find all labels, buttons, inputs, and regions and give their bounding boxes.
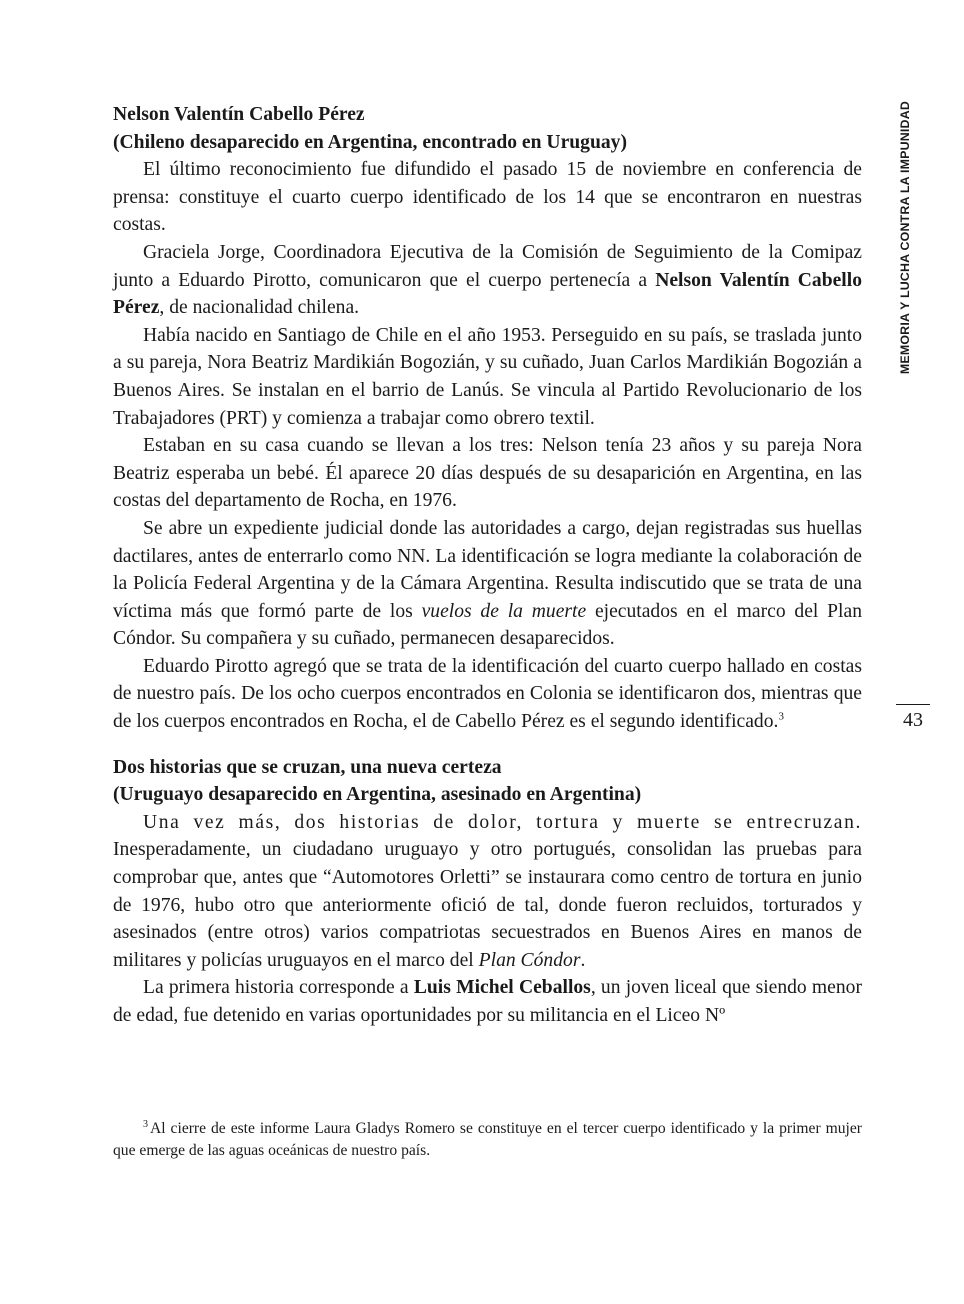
paragraph-text: Eduardo Pirotto agregó que se trata de la identificación del cuarto cuerpo hallado en costas de nuestro país. De los ocho cuerpos encontrados en Colonia se identificaron dos, mientras que de los cuerpos encontrados en Rocha, el de Cabello Pérez es el segundo identificado. bbox=[113, 655, 862, 733]
paragraph: Estaban en su casa cuando se llevan a los tres: Nelson tenía 23 años y su pareja Nora Beatriz esperaba un bebé. Él aparece 20 días después de su desaparición en Argentina, en las costas del departamento de Rocha, en 1976. bbox=[113, 435, 862, 512]
paragraph bbox=[113, 239, 862, 322]
section-spacer bbox=[113, 736, 862, 754]
section-heading-subtitle: (Chileno desaparecido en Argentina, encontrado en Uruguay) bbox=[113, 131, 627, 153]
footnote-mark: 3 bbox=[143, 1118, 148, 1130]
paragraph-text: Se abre un expediente judicial donde las autoridades a cargo, dejan registradas sus huellas dactilares, antes de enterrarlo como NN. La identificación se logra mediante la colaboración de la Policía Federal Argentina y de la Cámara Argentina. Resulta indiscutido que se trata de una víctima más que formó parte de los bbox=[113, 517, 862, 622]
paragraph-text: , de nacionalidad chilena. bbox=[159, 297, 360, 319]
section-heading-name: Nelson Valentín Cabello Pérez bbox=[113, 104, 365, 125]
italic-phrase: vuelos de la muerte bbox=[421, 600, 587, 622]
paragraph bbox=[113, 653, 862, 736]
paragraph bbox=[113, 809, 862, 975]
running-header bbox=[893, 101, 917, 375]
footnote bbox=[113, 1118, 862, 1162]
page-number: 43 bbox=[903, 709, 923, 731]
paragraph-text: Inesperadamente, un ciudadano uruguayo y otro portugués, consolidan las pruebas para comprobar que, antes que “Automotores Orletti” se instaurara como centro de tortura en junio de 1976, hubo otro que anteriormente ofició de tal, donde fueron recluidos, torturados y asesinados (entre otros) varios compatriotas secuestrados en Buenos Aires en manos de militares y policías uruguayos en el marco del bbox=[113, 839, 862, 971]
italic-phrase: Plan Cóndor bbox=[478, 949, 581, 971]
paragraph-first-line: Una vez más, dos historias de dolor, tortura y muerte se entrecruzan. bbox=[143, 811, 862, 833]
page-number-rule bbox=[896, 704, 930, 705]
bold-name: Luis Michel Ceballos bbox=[413, 977, 591, 999]
section-heading-cabello bbox=[113, 101, 862, 156]
paragraph-text: La primera historia corresponde a bbox=[143, 977, 414, 999]
running-header-text: MEMORIA Y LUCHA CONTRA LA IMPUNIDAD bbox=[898, 101, 912, 375]
paragraph-text: Graciela Jorge, Coordinadora Ejecutiva de la Comisión de Seguimiento de la Comipaz junto a Eduardo Pirotto, comunicaron que el cuerpo pertenecía a bbox=[113, 241, 862, 291]
section-heading-subtitle: (Uruguayo desaparecido en Argentina, asesinado en Argentina) bbox=[113, 784, 642, 806]
paragraph-text: , un joven liceal que siendo menor de edad, fue detenido en varias oportunidades por su militancia en el Liceo Nº bbox=[113, 977, 862, 1026]
paragraph: El último reconocimiento fue difundido el pasado 15 de noviembre en conferencia de prensa: constituye el cuarto cuerpo identificado de los 14 que se encontraron en nuestras costas. bbox=[113, 159, 862, 236]
section-heading-title: Dos historias que se cruzan, una nueva certeza bbox=[113, 756, 502, 778]
paragraph-text: ejecutados en el marco del Plan Cóndor. Su compañera y su cuñado, permanecen desaparecidos. bbox=[113, 600, 862, 650]
main-text bbox=[113, 101, 862, 1030]
footnote-text: Al cierre de este informe Laura Gladys Romero se constituye en el tercer cuerpo identificado y la primer mujer que emerge de las aguas oceánicas de nuestro país. bbox=[113, 1120, 862, 1159]
bold-name: Nelson Valentín Cabello Pérez bbox=[113, 269, 862, 319]
section-heading-dos-historias bbox=[113, 754, 862, 809]
paragraph bbox=[113, 974, 862, 1029]
footnote-reference[interactable]: 3 bbox=[778, 710, 784, 723]
paragraph bbox=[113, 515, 862, 653]
paragraph-text: . bbox=[580, 949, 586, 971]
paragraph: Había nacido en Santiago de Chile en el año 1953. Perseguido en su país, se traslada junto a su pareja, Nora Beatriz Mardikián Bogozián, y su cuñado, Juan Carlos Mardikián Bogozián a Buenos Aires. Se instalan en el barrio de Lanús. Se vincula al Partido Revolucionario de los Trabajadores (PRT) y comienza a trabajar como obrero textil. bbox=[113, 324, 862, 429]
